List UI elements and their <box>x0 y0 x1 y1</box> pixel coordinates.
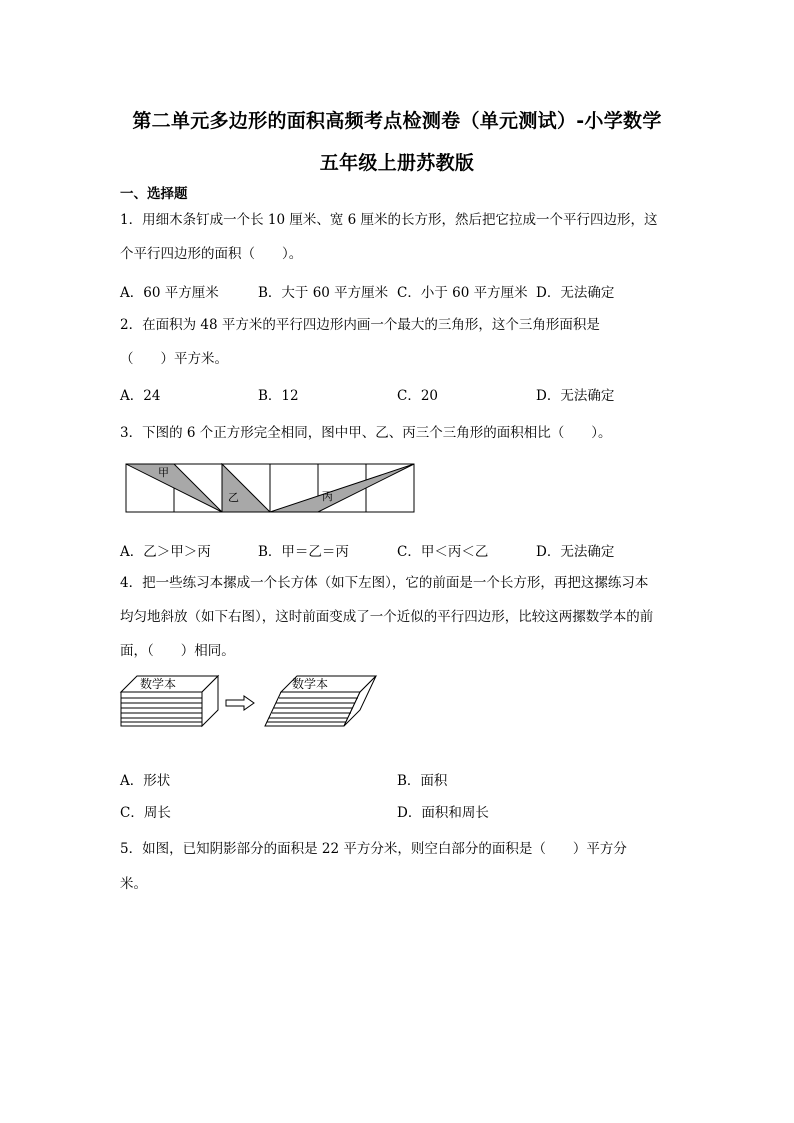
q2-text-line2: （ ）平方米。 <box>120 351 228 367</box>
right-arrow-icon <box>226 696 254 710</box>
q3-option-a[interactable]: A．乙＞甲＞丙 <box>120 544 211 560</box>
q3-squares-figure <box>125 463 417 515</box>
stack-slanted <box>265 676 376 726</box>
q2-option-d[interactable]: D．无法确定 <box>536 388 615 404</box>
stack-upright-front <box>121 692 202 726</box>
q2-option-a[interactable]: A．24 <box>120 388 161 404</box>
triangle-yi <box>222 464 270 512</box>
q1-option-a[interactable]: A．60 平方厘米 <box>120 285 219 301</box>
q3-text-line1: 3．下图的 6 个正方形完全相同，图中甲、乙、丙三个三角形的面积相比（ ）。 <box>120 425 612 441</box>
page-title-line1: 第二单元多边形的面积高频考点检测卷（单元测试）-小学数学 <box>132 110 662 132</box>
q4-text-line2: 均匀地斜放（如下右图），这时前面变成了一个近似的平行四边形，比较这两摞数学本的前 <box>120 609 654 625</box>
q4-text-line1: 4．把一些练习本摞成一个长方体（如下左图），它的前面是一个长方形，再把这摞练习本 <box>120 575 649 591</box>
q1-option-b[interactable]: B．大于 60 平方厘米 <box>258 285 389 301</box>
q2-option-c[interactable]: C．20 <box>397 388 439 404</box>
q5-text-line1: 5．如图，已知阴影部分的面积是 22 平方分米，则空白部分的面积是（ ）平方分 <box>120 841 627 857</box>
q1-option-c[interactable]: C．小于 60 平方厘米 <box>397 285 528 301</box>
triangle-bing <box>270 464 414 512</box>
q4-text-line3: 面，（ ）相同。 <box>120 643 235 659</box>
q1-option-d[interactable]: D．无法确定 <box>536 285 615 301</box>
q1-text-line2: 个平行四边形的面积（ ）。 <box>120 246 303 262</box>
q1-text-line1: 1．用细木条钉成一个长 10 厘米、宽 6 厘米的长方形，然后把它拉成一个平行四边形，这 <box>120 212 658 228</box>
label-bing: 丙 <box>322 490 333 503</box>
stack-upright <box>121 676 218 726</box>
label-yi: 乙 <box>228 491 239 504</box>
q4-option-a[interactable]: A．形状 <box>120 773 171 789</box>
stack-slanted-label: 数学本 <box>292 677 329 691</box>
stack-slanted-front <box>265 692 360 726</box>
q3-option-c[interactable]: C．甲＜丙＜乙 <box>397 544 489 560</box>
page-title-line2: 五年级上册苏教版 <box>319 152 475 174</box>
stack-upright-label: 数学本 <box>140 677 177 691</box>
q4-option-d[interactable]: D．面积和周长 <box>397 805 489 821</box>
q2-option-b[interactable]: B．12 <box>258 388 299 404</box>
q4-option-b[interactable]: B．面积 <box>397 773 448 789</box>
q5-text-line2: 米。 <box>120 876 147 892</box>
q3-option-d[interactable]: D．无法确定 <box>536 544 615 560</box>
q4-option-c[interactable]: C．周长 <box>120 805 171 821</box>
label-jia: 甲 <box>158 466 169 479</box>
section-heading: 一、选择题 <box>120 186 188 202</box>
q4-notebooks-figure <box>118 672 380 732</box>
q3-option-b[interactable]: B．甲＝乙＝丙 <box>258 544 349 560</box>
q2-text-line1: 2．在面积为 48 平方米的平行四边形内画一个最大的三角形，这个三角形面积是 <box>120 317 600 333</box>
